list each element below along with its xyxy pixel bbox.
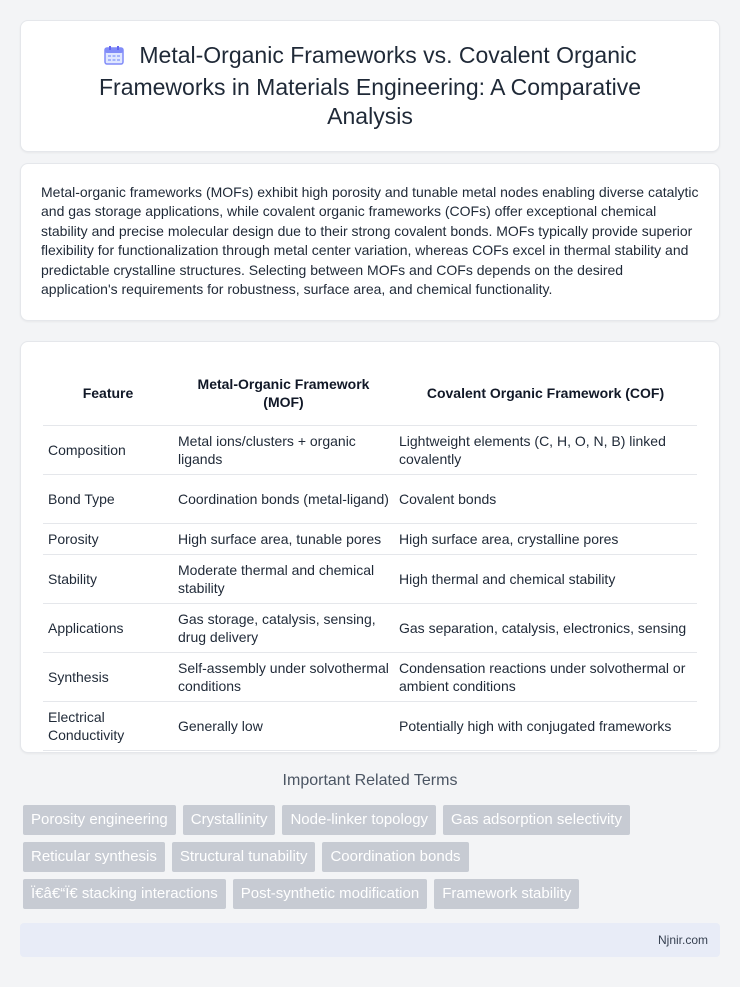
feature-cell: Porosity <box>43 523 173 554</box>
page-title <box>61 41 679 131</box>
table-row <box>43 474 697 523</box>
table-row <box>43 652 697 701</box>
feature-cell: Electrical Conductivity <box>43 701 173 750</box>
header-feature: Feature <box>43 362 173 425</box>
feature-cell: Bond Type <box>43 474 173 523</box>
cof-cell: High thermal and chemical stability <box>394 554 697 603</box>
title-card <box>20 20 720 152</box>
tag[interactable]: Structural tunability <box>172 842 316 872</box>
calendar-icon <box>103 44 125 73</box>
mof-cell: Coordination bonds (metal-ligand) <box>173 474 394 523</box>
related-terms-title: Important Related Terms <box>282 772 458 789</box>
mof-cell: Moderate thermal and chemical stability <box>173 554 394 603</box>
mof-cell: High surface area, tunable pores <box>173 523 394 554</box>
table-header-row <box>43 362 697 425</box>
page-title-text: Metal-Organic Frameworks vs. Covalent Organic Frameworks in Materials Engineering: A Comparative Analysis <box>98 42 641 129</box>
tag-row <box>23 842 723 872</box>
feature-cell: Composition <box>43 425 173 474</box>
tag[interactable]: Post-synthetic modification <box>233 879 427 909</box>
tag-row <box>23 879 723 909</box>
feature-cell: Synthesis <box>43 652 173 701</box>
tag-row <box>23 805 723 835</box>
feature-cell: Stability <box>43 554 173 603</box>
table-row <box>43 554 697 603</box>
table-row <box>43 603 697 652</box>
cof-cell: Gas separation, catalysis, electronics, sensing <box>394 603 697 652</box>
header-cof: Covalent Organic Framework (COF) <box>394 362 697 425</box>
tag[interactable]: Gas adsorption selectivity <box>443 805 630 835</box>
cof-cell: Lightweight elements (C, H, O, N, B) linked covalently <box>394 425 697 474</box>
tag[interactable]: Node-linker topology <box>282 805 436 835</box>
comparison-table-card <box>20 341 720 753</box>
table-row <box>43 701 697 750</box>
related-terms-tags <box>23 805 723 916</box>
tag[interactable]: Porosity engineering <box>23 805 176 835</box>
tag[interactable]: Framework stability <box>434 879 579 909</box>
footer-brand[interactable]: Njnir.com <box>657 933 708 947</box>
summary-text: Metal-organic frameworks (MOFs) exhibit high porosity and tunable metal nodes enabling diverse catalytic and gas storage applications, while covalent organic frameworks (COFs) offer exceptional chemical stability and precise molecular design due to their strong covalent bonds. MOFs typically provide superior flexibility for functionalization through metal center variation, whereas COFs excel in thermal stability and predictable crystalline structures. Selecting between MOFs and COFs depends on the desired application's requirements for robustness, surface area, and chemical functionality. <box>41 184 699 298</box>
mof-cell: Self-assembly under solvothermal conditions <box>173 652 394 701</box>
summary-card <box>20 163 720 321</box>
table-row <box>43 523 697 554</box>
feature-cell: Applications <box>43 603 173 652</box>
cof-cell: Condensation reactions under solvothermal or ambient conditions <box>394 652 697 701</box>
tag[interactable]: Reticular synthesis <box>23 842 165 872</box>
mof-cell: Generally low <box>173 701 394 750</box>
tag[interactable]: Coordination bonds <box>322 842 468 872</box>
footer <box>20 923 720 957</box>
tag[interactable]: Ï€â€“Ï€ stacking interactions <box>23 879 226 909</box>
cof-cell: Potentially high with conjugated frameworks <box>394 701 697 750</box>
cof-cell: High surface area, crystalline pores <box>394 523 697 554</box>
header-mof: Metal-Organic Framework (MOF) <box>173 362 394 425</box>
tag[interactable]: Crystallinity <box>183 805 276 835</box>
cof-cell: Covalent bonds <box>394 474 697 523</box>
mof-cell: Metal ions/clusters + organic ligands <box>173 425 394 474</box>
table-row <box>43 425 697 474</box>
mof-cell: Gas storage, catalysis, sensing, drug delivery <box>173 603 394 652</box>
comparison-table <box>43 362 697 751</box>
